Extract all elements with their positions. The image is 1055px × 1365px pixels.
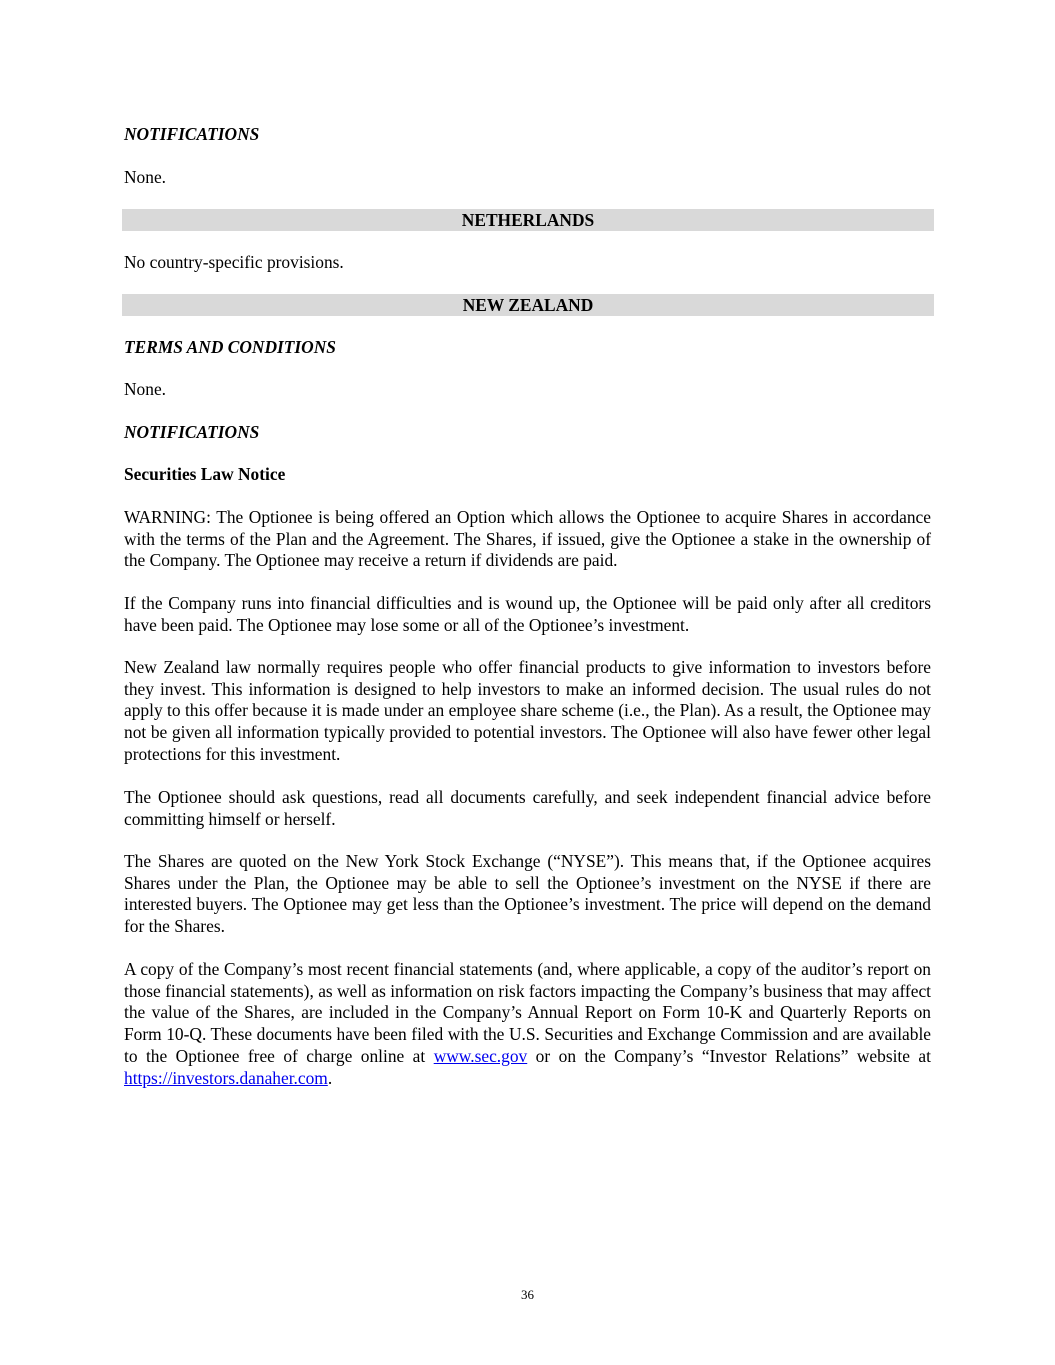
ask-questions-paragraph: The Optionee should ask questions, read all documents carefully, and seek independent financial advice before committing himself or herself.: [124, 787, 931, 829]
investor-relations-text: or on the Company’s “Investor Relations” website at: [527, 1045, 931, 1066]
financial-statements-paragraph: [124, 959, 931, 1089]
securities-law-notice-heading: Securities Law Notice: [124, 464, 286, 484]
financial-difficulties-paragraph: If the Company runs into financial difficulties and is wound up, the Optionee will be paid only after all creditors have been paid. The Optionee may lose some or all of the Optionee’s investment.: [124, 593, 931, 635]
notifications-heading: NOTIFICATIONS: [124, 422, 260, 442]
terms-and-conditions-heading: TERMS AND CONDITIONS: [124, 337, 336, 357]
country-bar-new-zealand: NEW ZEALAND: [122, 294, 934, 316]
none-text: None.: [124, 167, 167, 187]
country-bar-netherlands: NETHERLANDS: [122, 209, 934, 231]
warning-paragraph: WARNING: The Optionee is being offered an Option which allows the Optionee to acquire Shares in accordance with the terms of the Plan and the Agreement. The Shares, if issued, give the Optionee a stake in the ownership of the Company. The Optionee may receive a return if dividends are paid.: [124, 507, 931, 571]
new-zealand-law-paragraph: New Zealand law normally requires people who offer financial products to give information to investors before they invest. This information is designed to help investors to make an informed decision. The usual rules do not apply to this offer because it is made under an employee share scheme (i.e., the Plan). As a result, the Optionee may not be given all information typically provided to potential investors. The Optionee will also have fewer other legal protections for this investment.: [124, 657, 931, 764]
paragraph-end-period: .: [327, 1067, 333, 1088]
notifications-heading: NOTIFICATIONS: [124, 124, 260, 144]
sec-gov-link[interactable]: www.sec.gov: [433, 1045, 528, 1066]
financial-statements-text: A copy of the Company’s most recent financial statements (and, where applicable, a copy of the auditor’s report on those financial statements), as well as information on risk factors impacting the Company’s business that may affect the value of the Shares, are included in the Company’s Annual Report on Form 10-K and Quarterly Reports on Form 10-Q. These documents have been filed with the U.S. Securities and Exchange Commission and are available to the Optionee free of charge online at: [124, 959, 931, 1066]
nyse-paragraph: The Shares are quoted on the New York Stock Exchange (“NYSE”). This means that, if the Optionee acquires Shares under the Plan, the Optionee may be able to sell the Optionee’s investment on the NYSE if there are interested buyers. The Optionee may get less than the Optionee’s investment. The price will depend on the demand for the Shares.: [124, 851, 931, 937]
netherlands-provisions-text: No country-specific provisions.: [124, 252, 344, 272]
danaher-investors-link[interactable]: https://investors.danaher.com: [124, 1067, 328, 1088]
page-number: 36: [521, 1287, 534, 1302]
none-text: None.: [124, 379, 167, 399]
